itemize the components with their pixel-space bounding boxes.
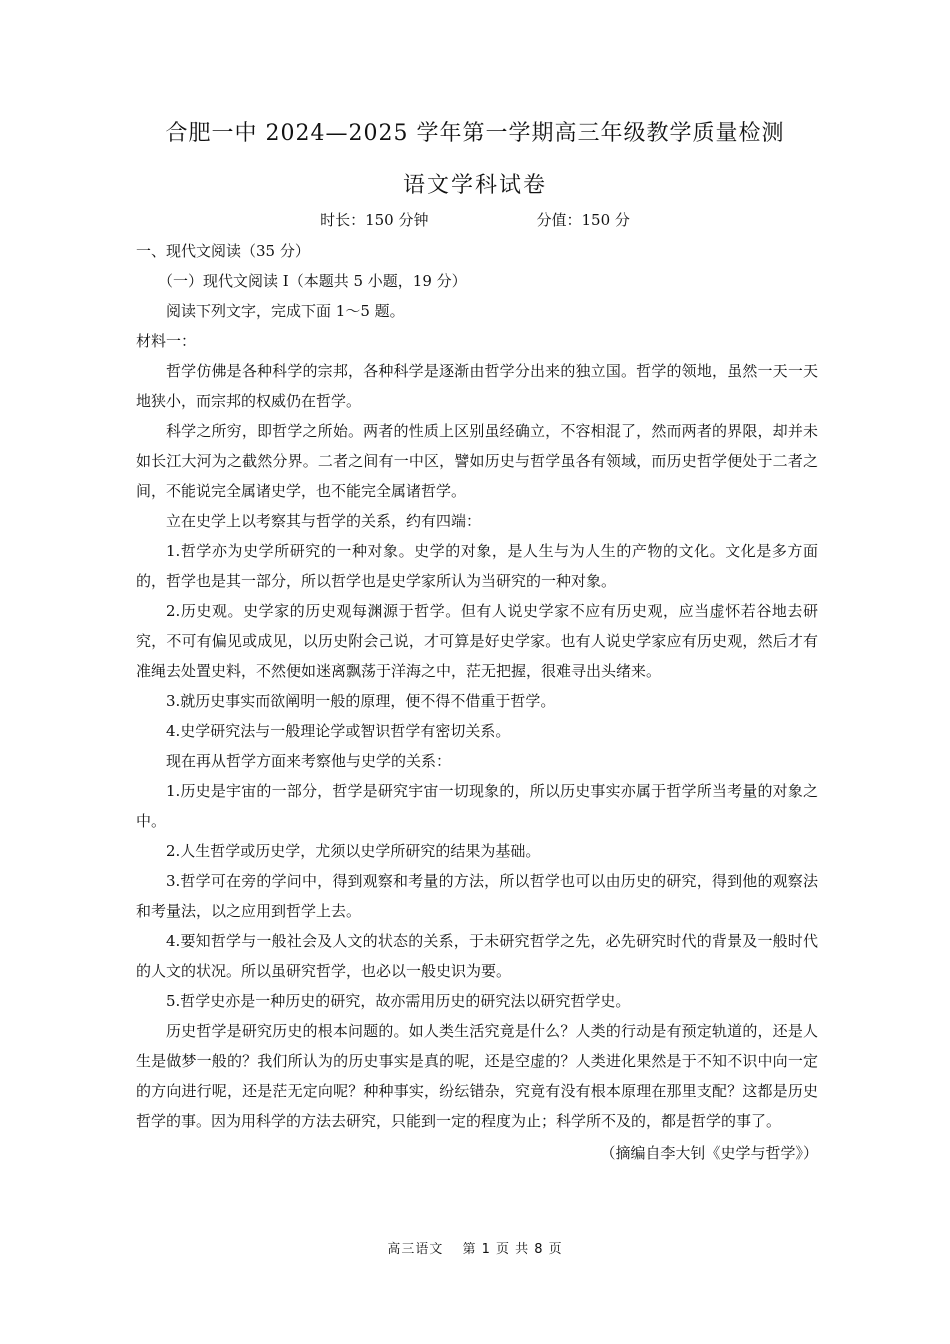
paragraph: 5.哲学史亦是一种历史的研究，故亦需用历史的研究法以研究哲学史。 xyxy=(166,992,631,1010)
exam-meta xyxy=(0,209,950,230)
paragraph: 哲学仿佛是各种科学的宗邦，各种科学是逐渐由哲学分出来的独立国。哲学的领地，虽然一天一天地狭小，而宗邦的权威仍在哲学。 xyxy=(136,362,818,410)
paragraph: 历史哲学是研究历史的根本问题的。如人类生活究竟是什么？人类的行动是有预定轨道的，还是人生是做梦一般的？我们所认为的历史事实是真的呢，还是空虚的？人类进化果然是于不知不识中向一定的方向进行呢，还是茫无定向呢？种种事实，纷纭错杂，究竟有没有根本原理在那里支配？这都是历史哲学的事。因为用科学的方法去研究，只能到一定的程度为止；科学所不及的，都是哲学的事了。 xyxy=(136,1022,818,1130)
paragraph: 3.哲学可在旁的学问中，得到观察和考量的方法，所以哲学也可以由历史的研究，得到他的观察法和考量法，以之应用到哲学上去。 xyxy=(136,872,818,920)
page-footer: 高三语文 第 1 页 共 8 页 xyxy=(387,1242,563,1257)
part-heading: （一）现代文阅读 Ⅰ（本题共 5 小题，19 分） xyxy=(158,272,467,290)
paragraph: 2.人生哲学或历史学，尤须以史学所研究的结果为基础。 xyxy=(166,842,541,860)
paragraph: 1.哲学亦为史学所研究的一种对象。史学的对象，是人生与为人生的产物的文化。文化是多方面的，哲学也是其一部分，所以哲学也是史学家所认为当研究的一种对象。 xyxy=(136,542,818,590)
reading-content xyxy=(136,236,818,1168)
exam-title: 合肥一中 2024—2025 学年第一学期高三年级教学质量检测 xyxy=(165,121,785,146)
paragraph: 1.历史是宇宙的一部分，哲学是研究宇宙一切现象的，所以历史事实亦属于哲学所当考量的对象之中。 xyxy=(136,782,818,830)
score-text: 分值：150 分 xyxy=(536,211,630,229)
instruction-text: 阅读下列文字，完成下面 1～5 题。 xyxy=(166,302,405,320)
paragraph: 科学之所穷，即哲学之所始。两者的性质上区别虽经确立，不容相混了，然而两者的界限，却并未如长江大河为之截然分界。二者之间有一中区，譬如历史与哲学虽各有领域，而历史哲学便处于二者之间，不能说完全属诸史学，也不能完全属诸哲学。 xyxy=(136,422,818,500)
paragraph: 现在再从哲学方面来考察他与史学的关系： xyxy=(166,752,452,770)
paragraph: 立在史学上以考察其与哲学的关系，约有四端： xyxy=(166,512,482,530)
duration-text: 时长：150 分钟 xyxy=(320,211,429,229)
paragraph: 3.就历史事实而欲阐明一般的原理，便不得不借重于哲学。 xyxy=(166,692,556,710)
paragraph: 4.史学研究法与一般理论学或智识哲学有密切关系。 xyxy=(166,722,511,740)
material-label: 材料一： xyxy=(136,332,197,350)
source-note: （摘编自李大钊《史学与哲学》） xyxy=(600,1144,818,1162)
section-heading: 一、现代文阅读（35 分） xyxy=(136,242,310,260)
paragraph: 4.要知哲学与一般社会及人文的状态的关系，于未研究哲学之先，必先研究时代的背景及一般时代的人文的状况。所以虽研究哲学，也必以一般史识为要。 xyxy=(136,932,818,980)
paragraph: 2.历史观。史学家的历史观每渊源于哲学。但有人说史学家不应有历史观，应当虚怀若谷地去研究，不可有偏见或成见，以历史附会己说，才可算是好史学家。也有人说史学家应有历史观，然后才有准绳去处置史料，不然便如迷离飘荡于洋海之中，茫无把握，很难寻出头绪来。 xyxy=(136,602,818,680)
exam-subtitle: 语文学科试卷 xyxy=(402,173,547,198)
